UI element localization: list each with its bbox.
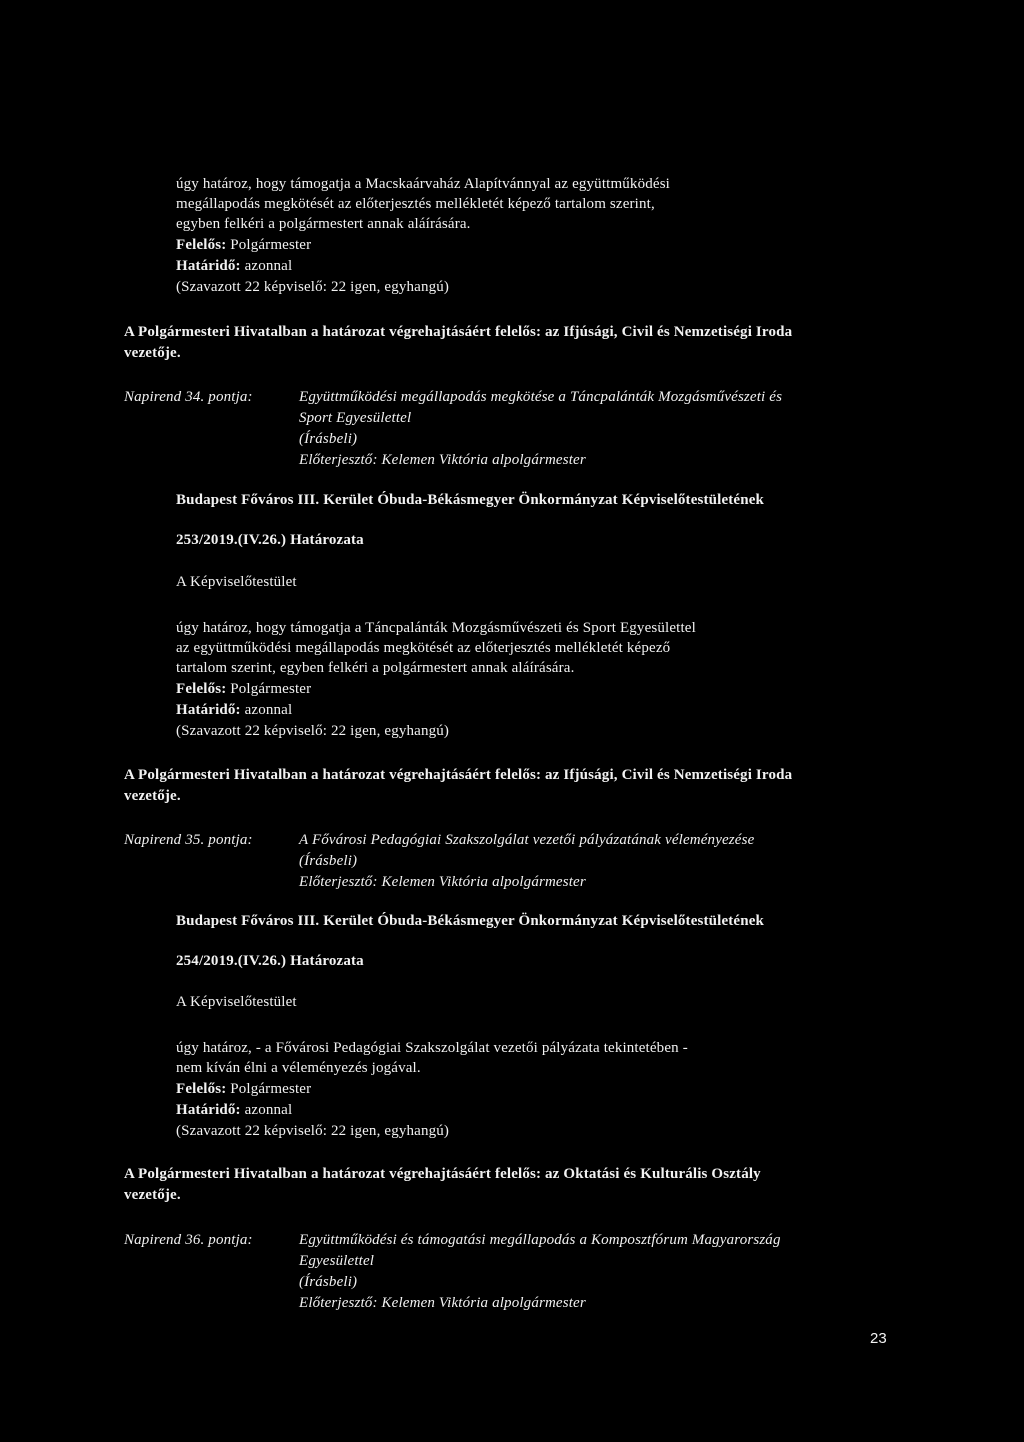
resolution-number: 254/2019.(IV.26.) Határozata xyxy=(176,953,364,969)
agenda-item-title: Együttműködési megállapodás megkötése a Táncpalánták Mozgásművészeti és xyxy=(299,389,783,405)
responsibility-line: A Polgármesteri Hivatalban a határozat végrehajtásáért felelős: az Ifjúsági, Civil és Nemzetiségi Iroda xyxy=(124,767,793,783)
agenda-item-presenter: Előterjesztő: Kelemen Viktória alpolgármester xyxy=(299,452,586,468)
deadline-value: azonnal xyxy=(244,702,293,718)
responsible-value: Polgármester xyxy=(230,237,312,253)
agenda-item-mode: (Írásbeli) xyxy=(299,1274,358,1290)
responsible-label: Felelős: xyxy=(176,237,227,253)
agenda-item-title-cont: Egyesülettel xyxy=(299,1253,375,1269)
responsibility-line-cont: vezetője. xyxy=(124,788,181,804)
resolution-heading: Budapest Főváros III. Kerület Óbuda-Békásmegyer Önkormányzat Képviselőtestületének xyxy=(176,492,764,508)
agenda-item-mode: (Írásbeli) xyxy=(299,853,358,869)
agenda-item-presenter: Előterjesztő: Kelemen Viktória alpolgármester xyxy=(299,1295,586,1311)
resolution-number: 253/2019.(IV.26.) Határozata xyxy=(176,532,364,548)
responsible-label: Felelős: xyxy=(176,681,227,697)
deadline-label: Határidő: xyxy=(176,702,241,718)
agenda-item-presenter: Előterjesztő: Kelemen Viktória alpolgármester xyxy=(299,874,586,890)
agenda-item-mode: (Írásbeli) xyxy=(299,431,358,447)
agenda-item-label: Napirend 35. pontja: xyxy=(124,832,253,848)
responsibility-line-cont: vezetője. xyxy=(124,1187,181,1203)
responsibility-line-cont: vezetője. xyxy=(124,345,181,361)
vote-result: (Szavazott 22 képviselő: 22 igen, egyhangú) xyxy=(176,279,450,295)
agenda-item-title-cont: Sport Egyesülettel xyxy=(299,410,412,426)
responsible-value: Polgármester xyxy=(230,681,312,697)
agenda-item-label: Napirend 36. pontja: xyxy=(124,1232,253,1248)
page-number: 23 xyxy=(870,1330,887,1347)
responsible-line xyxy=(176,237,876,254)
deadline-label: Határidő: xyxy=(176,258,241,274)
agenda-item-label: Napirend 34. pontja: xyxy=(124,389,253,405)
resolution-text-line: az együttműködési megállapodás megkötését az előterjesztés mellékletét képező xyxy=(176,640,671,656)
resolution-text-line: megállapodás megkötését az előterjesztés mellékletét képező tartalom szerint, xyxy=(176,196,655,212)
vote-result: (Szavazott 22 képviselő: 22 igen, egyhangú) xyxy=(176,723,450,739)
responsible-value: Polgármester xyxy=(230,1081,312,1097)
responsible-line xyxy=(176,681,876,698)
vote-result: (Szavazott 22 képviselő: 22 igen, egyhangú) xyxy=(176,1123,450,1139)
deadline-value: azonnal xyxy=(244,258,293,274)
deadline-label: Határidő: xyxy=(176,1102,241,1118)
resolution-text-line: úgy határoz, - a Fővárosi Pedagógiai Szakszolgálat vezetői pályázata tekintetében - xyxy=(176,1040,688,1056)
responsible-line xyxy=(176,1081,876,1098)
resolution-heading: Budapest Főváros III. Kerület Óbuda-Békásmegyer Önkormányzat Képviselőtestületének xyxy=(176,913,764,929)
resolution-body: A Képviselőtestület xyxy=(176,994,297,1010)
resolution-body: A Képviselőtestület xyxy=(176,574,297,590)
deadline-line xyxy=(176,258,876,275)
agenda-item-title: A Fővárosi Pedagógiai Szakszolgálat vezetői pályázatának véleményezése xyxy=(299,832,755,848)
resolution-text-line: úgy határoz, hogy támogatja a Táncpalánták Mozgásművészeti és Sport Egyesülettel xyxy=(176,620,696,636)
responsibility-line: A Polgármesteri Hivatalban a határozat végrehajtásáért felelős: az Ifjúsági, Civil és Nemzetiségi Iroda xyxy=(124,324,793,340)
resolution-text-line: úgy határoz, hogy támogatja a Macskaárvaház Alapítvánnyal az együttműködési xyxy=(176,176,670,192)
responsibility-line: A Polgármesteri Hivatalban a határozat végrehajtásáért felelős: az Oktatási és Kulturális Osztály xyxy=(124,1166,761,1182)
responsible-label: Felelős: xyxy=(176,1081,227,1097)
resolution-text-line: egyben felkéri a polgármestert annak aláírására. xyxy=(176,216,471,232)
agenda-item-title: Együttműködési és támogatási megállapodás a Komposztfórum Magyarország xyxy=(299,1232,781,1248)
deadline-line xyxy=(176,702,876,719)
deadline-value: azonnal xyxy=(244,1102,293,1118)
deadline-line xyxy=(176,1102,876,1119)
resolution-text-line: nem kíván élni a véleményezés jogával. xyxy=(176,1060,421,1076)
resolution-text-line: tartalom szerint, egyben felkéri a polgármestert annak aláírására. xyxy=(176,660,575,676)
